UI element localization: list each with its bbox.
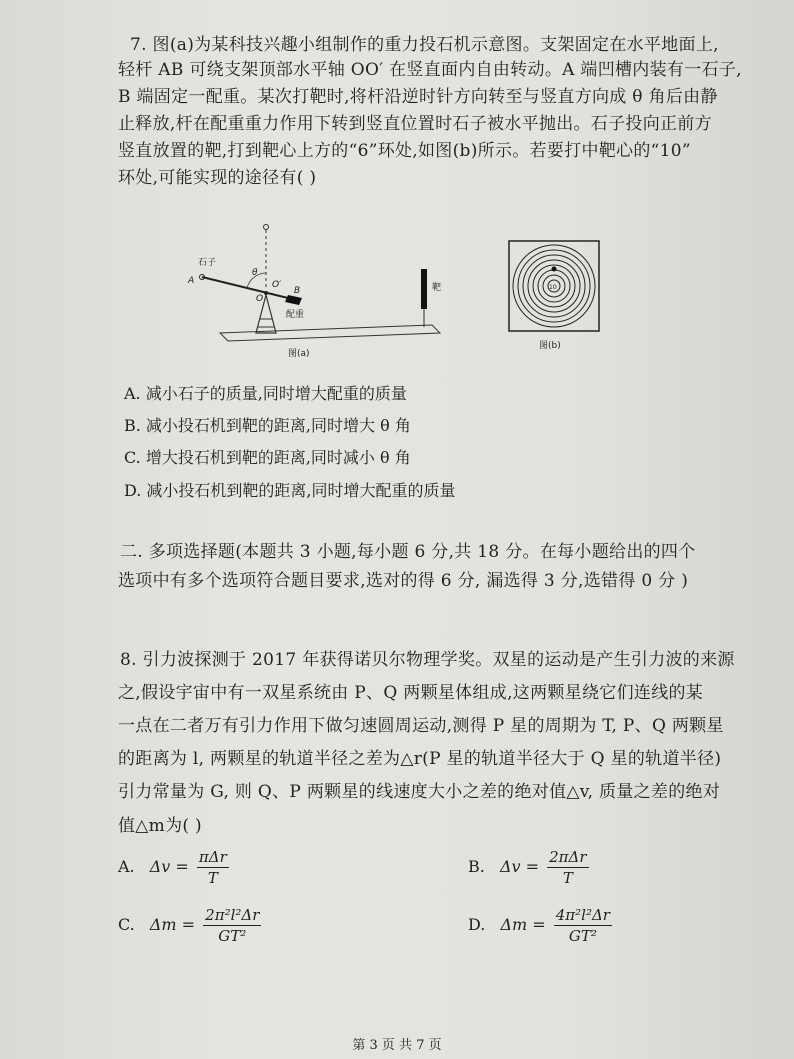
section2-line-1: 二. 多项选择题(本题共 3 小题,每小题 6 分,共 18 分。在每小题给出的四个 <box>120 542 696 562</box>
q8-line-6: 值△m为( ) <box>118 816 202 836</box>
label-b: B <box>294 286 301 296</box>
q8-option-d-label: D. <box>468 915 486 934</box>
q8-option-c[interactable] <box>118 906 261 945</box>
q7-line-4: 止释放,杆在配重重力作用下转到竖直位置时石子被水平抛出。石子投向正前方 <box>118 114 712 134</box>
q8-option-a-num: πΔr <box>198 848 227 866</box>
q8-line-4: 的距离为 l, 两颗星的轨道半径之差为△r(P 星的轨道半径大于 Q 星的轨道半径) <box>118 749 722 769</box>
q8-option-b-lhs: Δv = <box>499 857 540 876</box>
label-counterweight: 配重 <box>286 310 305 320</box>
q7-line-2: 轻杆 AB 可绕支架顶部水平轴 OO′ 在竖直面内自由转动。A 端凹槽内装有一石子, <box>118 60 742 80</box>
q8-option-b[interactable] <box>468 848 589 887</box>
q8-option-b-num: 2πΔr <box>549 848 587 866</box>
q7-line-3: B 端固定一配重。某次打靶时,将杆沿逆时针方向转至与竖直方向成 θ 角后由静 <box>118 87 718 107</box>
label-o-prime: O′ <box>272 280 282 290</box>
q8-option-a[interactable] <box>118 848 229 887</box>
q8-option-c-den: GT² <box>218 927 247 945</box>
q8-option-c-num: 2π²l²Δr <box>205 906 260 924</box>
target-center-label: 10 <box>549 284 557 291</box>
q8-option-b-fraction <box>547 848 588 887</box>
figure-a-trebuchet <box>180 215 460 360</box>
q8-option-c-fraction <box>203 906 261 945</box>
q7-option-a[interactable]: A. 减小石子的质量,同时增大配重的质量 <box>124 384 407 403</box>
q8-option-d-lhs: Δm = <box>500 915 546 934</box>
caption-figure-a: 图(a) <box>288 349 310 359</box>
q8-option-d-den: GT² <box>568 927 597 945</box>
q8-option-d-fraction <box>554 906 612 945</box>
section2-line-2: 选项中有多个选项符合题目要求,选对的得 6 分, 漏选得 3 分,选错得 0 分 ) <box>118 571 689 591</box>
q7-option-d[interactable]: D. 减小投石机到靶的距离,同时增大配重的质量 <box>124 481 456 500</box>
q8-line-3: 一点在二者万有引力作用下做匀速圆周运动,测得 P 星的周期为 T, P、Q 两颗星 <box>118 716 724 736</box>
q8-option-c-lhs: Δm = <box>149 915 196 934</box>
q8-line-5: 引力常量为 G, 则 Q、P 两颗星的线速度大小之差的绝对值△v, 质量之差的绝对 <box>118 782 721 802</box>
q7-line-1: 7. 图(a)为某科技兴趣小组制作的重力投石机示意图。支架固定在水平地面上, <box>130 35 719 55</box>
label-stone: 石子 <box>198 258 217 268</box>
q8-option-c-label: C. <box>118 915 135 934</box>
label-a: A <box>188 276 195 286</box>
q8-option-a-label: A. <box>118 857 135 876</box>
label-o: O <box>256 294 264 304</box>
q8-option-b-den: T <box>562 869 573 887</box>
figure-b-target <box>505 237 610 355</box>
page-footer: 第 3 页 共 7 页 <box>352 1038 442 1053</box>
q8-option-d-num: 4π²l²Δr <box>555 906 610 924</box>
label-theta: θ <box>252 268 258 278</box>
q8-line-2: 之,假设宇宙中有一双星系统由 P、Q 两颗星体组成,这两颗星绕它们连线的某 <box>118 683 704 703</box>
q8-line-1: 8. 引力波探测于 2017 年获得诺贝尔物理学奖。双星的运动是产生引力波的来源 <box>120 650 735 670</box>
q8-option-b-label: B. <box>468 857 485 876</box>
label-target: 靶 <box>432 283 442 293</box>
q7-option-c[interactable]: C. 增大投石机到靶的距离,同时减小 θ 角 <box>124 448 411 467</box>
q7-option-b[interactable]: B. 减小投石机到靶的距离,同时增大 θ 角 <box>124 416 411 435</box>
caption-figure-b: 图(b) <box>539 341 561 351</box>
q7-line-5: 竖直放置的靶,打到靶心上方的“6”环处,如图(b)所示。若要打中靶心的“10” <box>118 141 691 161</box>
q8-option-a-fraction <box>197 848 229 887</box>
q8-option-a-den: T <box>207 869 218 887</box>
q8-option-a-lhs: Δv = <box>149 857 189 876</box>
q7-line-6: 环处,可能实现的途径有( ) <box>118 168 317 188</box>
q8-option-d[interactable] <box>468 906 612 945</box>
